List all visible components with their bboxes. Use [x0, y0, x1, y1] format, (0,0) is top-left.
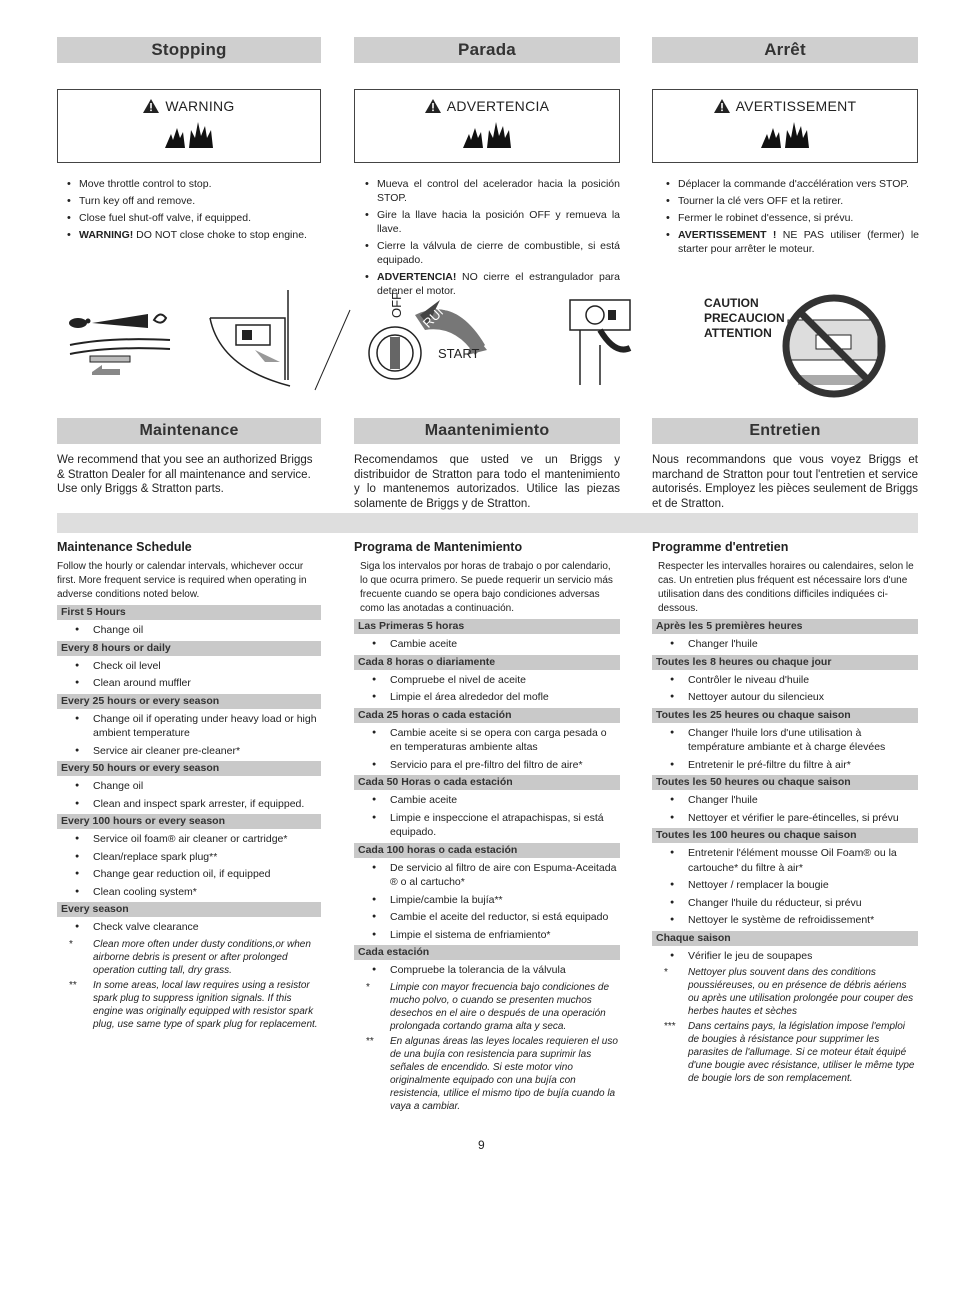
list-item: ● Contrôler le niveau d'huile — [652, 673, 918, 688]
list-item: ● Clean cooling system* — [57, 885, 321, 900]
schedule-band: Cada 25 horas o cada estación — [354, 708, 620, 723]
list-item: ● Service air cleaner pre-cleaner* — [57, 744, 321, 759]
warning-box-es — [354, 89, 620, 163]
schedule-band: First 5 Hours — [57, 605, 321, 620]
list-item: ● Limpie el sistema de enfriamiento* — [354, 928, 620, 943]
schedule-title-fr: Programme d'entretien — [652, 540, 789, 554]
list-item: ● Change oil — [57, 779, 321, 794]
footnote: * Nettoyer plus souvent dans des conditions poussiéreuses, ou en présence de débris aériens ou après une utilisation prolongée pour couper des herbes hautes et sèches — [664, 967, 914, 1017]
maintenance-heading-es: Maantenimiento — [354, 418, 620, 444]
schedule-title-en: Maintenance Schedule — [57, 540, 192, 554]
list-item: ● Cambie el aceite del reductor, si está equipado — [354, 910, 620, 925]
schedule-notes-es — [354, 981, 620, 1113]
list-item: ● Nettoyer le système de refroidissement* — [652, 913, 918, 928]
maintenance-heading-en: Maintenance — [57, 418, 321, 444]
fire-hazard-icon — [461, 120, 513, 150]
schedule-intro-es: Siga los intervalos por horas de trabajo o por calendario, lo que ocurra primero. Se puede requerir un servicio más frecuente cuando se opera bajo condiciones adversas como las anotadas a continuación. — [360, 561, 613, 614]
list-item: ● Changer l'huile du réducteur, si prévu — [652, 896, 918, 911]
warning-prefix: ADVERTENCIA! — [377, 271, 457, 283]
schedule-band: Chaque saison — [652, 931, 918, 946]
schedule-band: Toutes les 100 heures ou chaque saison — [652, 828, 918, 843]
list-item: ● Changer l'huile — [652, 793, 918, 808]
schedule-intro-fr: Respecter les intervalles horaires ou calendaires, selon le cas. Un entretien plus fréquent est nécessaire lors d'une utilisation dans des conditions difficiles indiquées ci-dessous. — [658, 561, 914, 614]
footnote: * Clean more often under dusty conditions,or when airborne debris is present or after prolonged operation cutting tall, dry grass. — [69, 938, 311, 976]
schedule-title-es: Programa de Mantenimiento — [354, 540, 523, 554]
schedule-es — [354, 540, 620, 1115]
list-item: ● Nettoyer / remplacer la bougie — [652, 878, 918, 893]
warning-text: NO cierre el estrangulador para detener el motor. — [377, 271, 620, 297]
schedule-band: Every 50 hours or every season — [57, 761, 321, 776]
list-item: • Gire la llave hacia la posición OFF y remueva la llave. — [364, 208, 620, 236]
schedule-en — [57, 540, 321, 1033]
list-item: ● Limpie e inspeccione el atrapachispas, si está equipado. — [354, 811, 620, 840]
list-item: ● De servicio al filtro de aire con Espuma-Aceitada ® o al cartucho* — [354, 861, 620, 890]
schedule-band: Toutes les 50 heures ou chaque saison — [652, 775, 918, 790]
stopping-steps-fr — [665, 177, 919, 256]
list-item — [665, 228, 919, 256]
footnote: * Limpie con mayor frecuencia bajo condiciones de mucho polvo, o cuando se presenten muchos desechos en el aire o después de una operación prolongada cortando grama alta y seca. — [366, 981, 610, 1032]
stopping-heading-fr: Arrêt — [652, 37, 918, 63]
list-item: ● Compruebe el nivel de aceite — [354, 673, 620, 688]
list-item: ● Cambie aceite — [354, 637, 620, 652]
list-item: ● Change oil — [57, 623, 321, 638]
fuel-valve-illustration — [560, 290, 640, 390]
list-item: ● Servicio para el pre-filtro del filtro de aire* — [354, 758, 620, 773]
stopping-heading-en: Stopping — [57, 37, 321, 63]
stopping-steps-es — [364, 177, 620, 298]
warning-prefix: WARNING! — [79, 229, 134, 241]
maintenance-text-en: We recommend that you see an authorized Briggs & Stratton Dealer for all maintenance and service. Use only Briggs & Stratton parts. — [57, 454, 313, 495]
list-item: ● Check valve clearance — [57, 920, 321, 935]
no-choke-illustration — [778, 290, 890, 402]
footnote: ** In some areas, local law requires using a resistor spark plug to suppress ignition signals. If this engine was originally equipped with resistor spark plug, use same type of spark plug for replacement. — [69, 979, 318, 1030]
schedule-band: Toutes les 8 heures ou chaque jour — [652, 655, 918, 670]
warning-triangle-icon — [425, 99, 441, 113]
list-item: ● Service oil foam® air cleaner or cartridge* — [57, 832, 321, 847]
list-item: ● Nettoyer autour du silencieux — [652, 690, 918, 705]
list-item: ● Compruebe la tolerancia de la válvula — [354, 963, 620, 978]
list-item: ● Entretenir le pré-filtre du filtre à air* — [652, 758, 918, 773]
schedule-band: Cada 8 horas o diariamente — [354, 655, 620, 670]
list-item: ● Limpie/cambie la bujía** — [354, 893, 620, 908]
stopping-heading-es: Parada — [354, 37, 620, 63]
warning-label-en: WARNING — [165, 98, 235, 114]
list-item: ● Cambie aceite si se opera con carga pesada o en temperaturas ambiente altas — [354, 726, 620, 755]
list-item: ● Clean/replace spark plug** — [57, 850, 321, 865]
schedule-band: Every 8 hours or daily — [57, 641, 321, 656]
warning-triangle-icon — [143, 99, 159, 113]
warning-label-fr: AVERTISSEMENT — [735, 98, 857, 114]
schedule-band: Every season — [57, 902, 321, 917]
list-item: • Tourner la clé vers OFF et la retirer. — [665, 194, 919, 208]
schedule-band: Cada estación — [354, 945, 620, 960]
list-item: • Déplacer la commande d'accélération vers STOP. — [665, 177, 919, 191]
list-item — [66, 228, 318, 242]
page-number: 9 — [478, 1138, 485, 1152]
warning-text: NE PAS utiliser (fermer) le starter pour arrêter le moteur. — [678, 229, 919, 255]
footnote: ** En algunas áreas las leyes locales requieren el uso de una bujía con resistencia para suprimir las señales de encendido. Si este motor vino originalmente equipado con una bujía con resistencia, utilice el mismo tipo de bujía cuando la vaya a cambiar. — [366, 1035, 618, 1112]
key-label-run: RUN — [419, 300, 451, 331]
list-item: ● Vérifier le jeu de soupapes — [652, 949, 918, 964]
list-item: ● Limpie el área alrededor del mofle — [354, 690, 620, 705]
list-item: • Turn key off and remove. — [66, 194, 318, 208]
schedule-band: Every 25 hours or every season — [57, 694, 321, 709]
list-item: ● Changer l'huile lors d'une utilisation à température ambiante et à charge élevées — [652, 726, 918, 755]
section-divider — [57, 513, 918, 533]
list-item: ● Change oil if operating under heavy load or high ambient temperature — [57, 712, 321, 741]
list-item: ● Changer l'huile — [652, 637, 918, 652]
schedule-band: Après les 5 premières heures — [652, 619, 918, 634]
warning-triangle-icon — [714, 99, 730, 113]
schedule-band: Cada 100 horas o cada estación — [354, 843, 620, 858]
fire-hazard-icon — [163, 120, 215, 150]
caution-label-en: CAUTION — [704, 296, 759, 310]
schedule-notes-en — [57, 938, 321, 1031]
throttle-illustration — [60, 290, 360, 400]
maintenance-text-fr: Nous recommandons que vous voyez Briggs et marchand de Stratton pour tout l'entretien et service autorisés. Employez les pièces seulement de Briggs et de Stratton. — [652, 454, 918, 510]
schedule-notes-fr — [652, 966, 918, 1085]
warning-text: DO NOT close choke to stop engine. — [133, 229, 307, 241]
schedule-band: Cada 50 Horas o cada estación — [354, 775, 620, 790]
maintenance-heading-fr: Entretien — [652, 418, 918, 444]
list-item: ● Entretenir l'élément mousse Oil Foam® ou la cartouche* du filtre à air* — [652, 846, 918, 875]
key-label-start: START — [438, 346, 480, 361]
schedule-band: Las Primeras 5 horas — [354, 619, 620, 634]
stopping-steps-en — [66, 177, 318, 242]
schedule-band: Every 100 hours or every season — [57, 814, 321, 829]
warning-box-fr — [652, 89, 918, 163]
schedule-fr — [652, 540, 918, 1087]
key-label-off: OFF — [389, 292, 404, 318]
list-item: ● Cambie aceite — [354, 793, 620, 808]
schedule-band: Toutes les 25 heures ou chaque saison — [652, 708, 918, 723]
warning-prefix: AVERTISSEMENT ! — [678, 229, 777, 241]
list-item: ● Nettoyer et vérifier le pare-étincelles, si prévu — [652, 811, 918, 826]
footnote: *** Dans certains pays, la législation impose l'emploi de bougies à résistance pour supprimer les parasites de l'allumage. Si ce moteur était équipé d'une bougie avec résistance, utiliser le même type de bougie lors de son remplacement. — [664, 1021, 915, 1084]
maintenance-text-es: Recomendamos que usted ve un Briggs y distribuidor de Stratton para todo el mantenimiento y lo mantenemos autorizados. Utilice las piezas solamente de Briggs y de Stratton. — [354, 454, 620, 510]
schedule-intro-en: Follow the hourly or calendar intervals, whichever occur first. More frequent service is required when operating in adverse conditions noted below. — [57, 561, 307, 600]
list-item: • Close fuel shut-off valve, if equipped. — [66, 211, 318, 225]
list-item: ● Clean around muffler — [57, 676, 321, 691]
list-item: • Move throttle control to stop. — [66, 177, 318, 191]
warning-label-es: ADVERTENCIA — [446, 98, 550, 114]
warning-box-en — [57, 89, 321, 163]
list-item: • Fermer le robinet d'essence, si prévu. — [665, 211, 919, 225]
ignition-key-illustration — [360, 285, 500, 397]
list-item: ● Change gear reduction oil, if equipped — [57, 867, 321, 882]
fire-hazard-icon — [759, 120, 811, 150]
list-item: ● Check oil level — [57, 659, 321, 674]
list-item: ● Clean and inspect spark arrester, if equipped. — [57, 797, 321, 812]
list-item: • Mueva el control del acelerador hacia la posición STOP. — [364, 177, 620, 205]
caution-label-es: PRECAUCION — [704, 311, 785, 325]
list-item: • Cierre la válvula de cierre de combustible, si está equipado. — [364, 239, 620, 267]
caution-label-fr: ATTENTION — [704, 326, 772, 340]
